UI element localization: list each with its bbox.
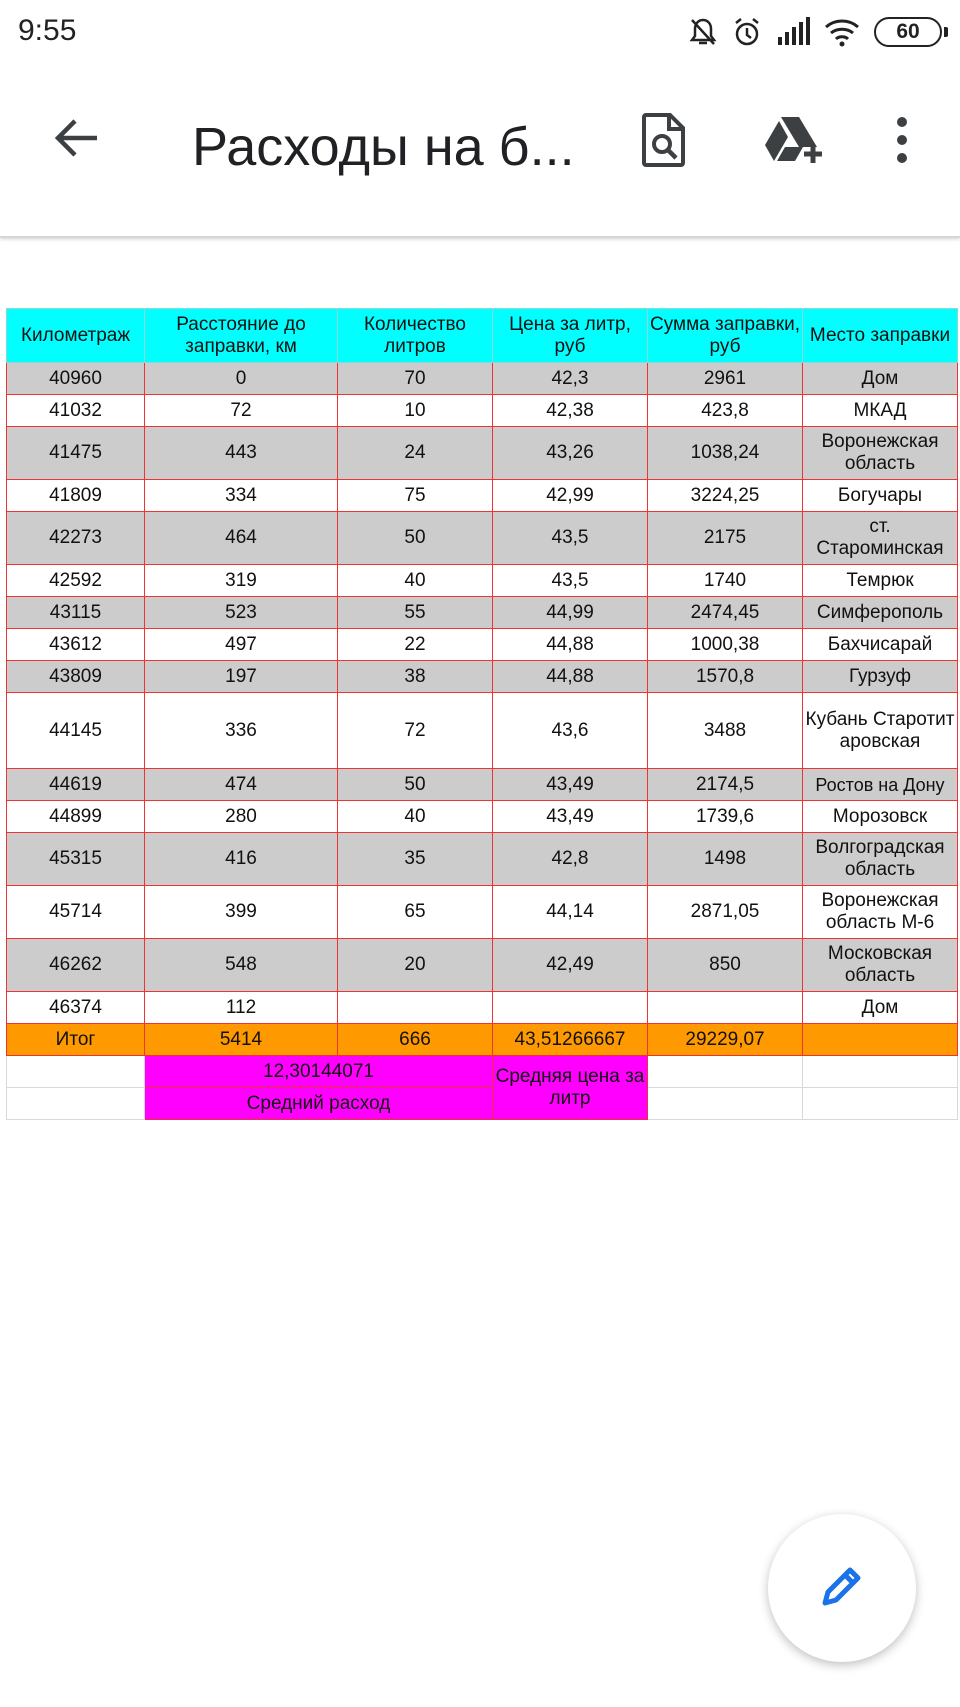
table-cell: 43115 — [7, 597, 145, 629]
table-cell: 35 — [338, 833, 493, 886]
table-cell: 43,49 — [493, 801, 648, 833]
table-row — [7, 427, 958, 480]
signal-icon — [776, 17, 810, 47]
table-cell: 3224,25 — [648, 480, 803, 512]
total-cell: 666 — [338, 1024, 493, 1056]
table-cell: 474 — [145, 769, 338, 801]
table-cell: 42,8 — [493, 833, 648, 886]
table-cell: 319 — [145, 565, 338, 597]
header-cell: Количество литров — [338, 309, 493, 363]
table-row — [7, 512, 958, 565]
table-cell: 50 — [338, 769, 493, 801]
add-to-drive-button[interactable] — [752, 102, 836, 182]
table-cell: 41809 — [7, 480, 145, 512]
empty-cell — [648, 1088, 803, 1120]
header-cell: Километраж — [7, 309, 145, 363]
table-cell: 43,5 — [493, 565, 648, 597]
table-cell: Темрюк — [803, 565, 958, 597]
table-cell: Богучары — [803, 480, 958, 512]
table-cell: 45315 — [7, 833, 145, 886]
table-row — [7, 597, 958, 629]
total-cell: 5414 — [145, 1024, 338, 1056]
status-icons — [688, 14, 942, 50]
table-cell: 1000,38 — [648, 629, 803, 661]
table-cell: 72 — [338, 693, 493, 769]
table-cell: 65 — [338, 886, 493, 939]
status-bar — [0, 0, 960, 64]
summary-row — [7, 1088, 958, 1120]
table-cell: 334 — [145, 480, 338, 512]
table-cell: 43,26 — [493, 427, 648, 480]
arrow-back-icon — [53, 118, 99, 163]
table-cell: 423,8 — [648, 395, 803, 427]
table-cell: 45714 — [7, 886, 145, 939]
table-cell: 42,49 — [493, 939, 648, 992]
table-cell: 44,88 — [493, 629, 648, 661]
table-cell: 46374 — [7, 992, 145, 1024]
table-row — [7, 661, 958, 693]
table-cell: 41032 — [7, 395, 145, 427]
table-cell: ст. Староминская — [803, 512, 958, 565]
fuel-expenses-table — [6, 308, 958, 1120]
status-time: 9:55 — [18, 14, 77, 47]
back-button[interactable] — [40, 104, 112, 176]
table-cell: 24 — [338, 427, 493, 480]
table-cell: 2961 — [648, 363, 803, 395]
table-cell: 1570,8 — [648, 661, 803, 693]
header-cell: Расстояние до заправки, км — [145, 309, 338, 363]
table-cell: 10 — [338, 395, 493, 427]
table-cell: 1038,24 — [648, 427, 803, 480]
mute-notification-icon — [688, 16, 718, 48]
table-cell: 55 — [338, 597, 493, 629]
table-cell: 1739,6 — [648, 801, 803, 833]
header-cell: Сумма заправки, руб — [648, 309, 803, 363]
more-vert-icon — [895, 116, 909, 169]
table-cell: Кубань Старотитаровская — [803, 693, 958, 769]
empty-cell — [648, 1056, 803, 1088]
edit-fab-button[interactable] — [768, 1514, 916, 1662]
table-cell: 40 — [338, 801, 493, 833]
table-cell: 43612 — [7, 629, 145, 661]
avg-price-label: Средняя цена за литр — [493, 1056, 648, 1120]
battery-level: 60 — [896, 20, 920, 43]
total-cell — [803, 1024, 958, 1056]
document-search-icon — [642, 112, 686, 173]
drive-add-icon — [763, 115, 825, 170]
table-cell: 43809 — [7, 661, 145, 693]
table-cell: 44,88 — [493, 661, 648, 693]
table-cell: 112 — [145, 992, 338, 1024]
table-cell: 336 — [145, 693, 338, 769]
table-row — [7, 693, 958, 769]
table-cell: 40960 — [7, 363, 145, 395]
table-cell: 42273 — [7, 512, 145, 565]
table-row — [7, 480, 958, 512]
total-cell: 29229,07 — [648, 1024, 803, 1056]
table-cell: 443 — [145, 427, 338, 480]
table-cell: 42,99 — [493, 480, 648, 512]
table-cell — [648, 992, 803, 1024]
table-cell: 0 — [145, 363, 338, 395]
table-cell: 497 — [145, 629, 338, 661]
app-bar — [0, 64, 960, 238]
total-cell: 43,51266667 — [493, 1024, 648, 1056]
table-cell: 3488 — [648, 693, 803, 769]
table-cell: 42,3 — [493, 363, 648, 395]
table-cell: 44619 — [7, 769, 145, 801]
table-cell — [493, 992, 648, 1024]
empty-cell — [803, 1088, 958, 1120]
total-cell: Итог — [7, 1024, 145, 1056]
preview-button[interactable] — [628, 102, 700, 182]
table-cell: 197 — [145, 661, 338, 693]
table-row — [7, 833, 958, 886]
table-cell: 40 — [338, 565, 493, 597]
table-row — [7, 939, 958, 992]
table-row — [7, 629, 958, 661]
table-row — [7, 801, 958, 833]
table-row — [7, 363, 958, 395]
table-cell: 523 — [145, 597, 338, 629]
table-cell: 38 — [338, 661, 493, 693]
table-cell: 1740 — [648, 565, 803, 597]
table-cell: Морозовск — [803, 801, 958, 833]
table-cell: 2474,45 — [648, 597, 803, 629]
table-cell: 1498 — [648, 833, 803, 886]
table-row — [7, 886, 958, 939]
table-cell: 50 — [338, 512, 493, 565]
more-options-button[interactable] — [872, 102, 932, 182]
alarm-icon — [732, 16, 762, 48]
document-title: Расходы на б... — [192, 117, 575, 177]
table-cell: 2174,5 — [648, 769, 803, 801]
table-cell: 43,5 — [493, 512, 648, 565]
table-cell: Московская область — [803, 939, 958, 992]
table-cell: 2175 — [648, 512, 803, 565]
table-cell: 44,99 — [493, 597, 648, 629]
table-row — [7, 769, 958, 801]
table-cell: 75 — [338, 480, 493, 512]
table-row — [7, 992, 958, 1024]
table-row — [7, 395, 958, 427]
table-cell: 22 — [338, 629, 493, 661]
table-cell: 280 — [145, 801, 338, 833]
empty-cell — [803, 1056, 958, 1088]
table-cell: Гурзуф — [803, 661, 958, 693]
table-cell: 416 — [145, 833, 338, 886]
table-cell: Симферополь — [803, 597, 958, 629]
table-cell: 46262 — [7, 939, 145, 992]
table-cell: 399 — [145, 886, 338, 939]
spreadsheet-preview — [6, 308, 958, 1120]
table-cell: 464 — [145, 512, 338, 565]
wifi-icon — [824, 17, 860, 47]
table-cell: 20 — [338, 939, 493, 992]
table-cell: Дом — [803, 992, 958, 1024]
table-cell: 42592 — [7, 565, 145, 597]
table-cell: 2871,05 — [648, 886, 803, 939]
table-cell: Бахчисарай — [803, 629, 958, 661]
table-cell: 72 — [145, 395, 338, 427]
summary-row — [7, 1056, 958, 1088]
pencil-edit-icon — [817, 1561, 867, 1616]
avg-consumption-value: 12,30144071 — [145, 1056, 493, 1088]
table-cell: МКАД — [803, 395, 958, 427]
header-cell: Место заправки — [803, 309, 958, 363]
avg-consumption-label: Средний расход — [145, 1088, 493, 1120]
table-cell: 44899 — [7, 801, 145, 833]
table-cell: Волгоградская область — [803, 833, 958, 886]
table-cell: 43,6 — [493, 693, 648, 769]
table-cell: 44,14 — [493, 886, 648, 939]
table-cell: Дом — [803, 363, 958, 395]
table-cell: 41475 — [7, 427, 145, 480]
empty-cell — [7, 1088, 145, 1120]
table-cell: 548 — [145, 939, 338, 992]
table-cell: 850 — [648, 939, 803, 992]
table-cell: 70 — [338, 363, 493, 395]
table-cell: 44145 — [7, 693, 145, 769]
table-cell: 42,38 — [493, 395, 648, 427]
battery-icon — [874, 17, 942, 47]
table-cell: Ростов на Дону — [803, 769, 958, 801]
table-row — [7, 565, 958, 597]
empty-cell — [7, 1056, 145, 1088]
table-cell: Воронежская область — [803, 427, 958, 480]
table-cell: 43,49 — [493, 769, 648, 801]
table-cell: Воронежская область М-6 — [803, 886, 958, 939]
total-row — [7, 1024, 958, 1056]
header-row — [7, 309, 958, 363]
table-cell — [338, 992, 493, 1024]
header-cell: Цена за литр, руб — [493, 309, 648, 363]
